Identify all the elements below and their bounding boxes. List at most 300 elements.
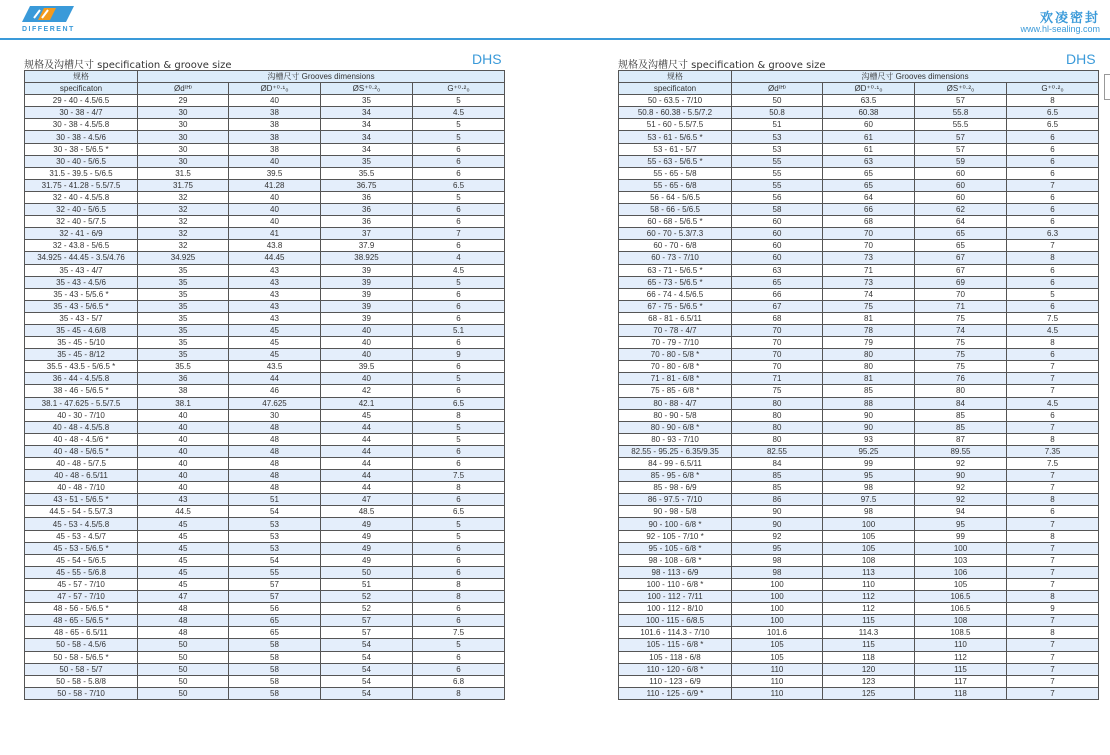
spec-cell: 80 - 88 - 4/7 <box>619 397 732 409</box>
spec-cell: 40 - 48 - 4.5/6 * <box>25 433 138 445</box>
spec-cell: 75 - 85 - 6/8 * <box>619 385 732 397</box>
S-cell: 36 <box>321 204 413 216</box>
d-cell: 60 <box>732 240 823 252</box>
G-cell: 7 <box>1007 554 1099 566</box>
S-cell: 115 <box>915 663 1007 675</box>
D-cell: 95 <box>823 470 915 482</box>
D-cell: 45 <box>229 324 321 336</box>
G-cell: 6 <box>413 143 505 155</box>
G-cell: 6 <box>1007 191 1099 203</box>
table-row <box>619 373 1099 385</box>
S-cell: 74 <box>915 324 1007 336</box>
D-cell: 65 <box>229 627 321 639</box>
spec-cell: 50 - 63.5 - 7/10 <box>619 95 732 107</box>
D-cell: 98 <box>823 482 915 494</box>
spec-cell: 71 - 81 - 6/8 * <box>619 373 732 385</box>
D-cell: 55 <box>229 566 321 578</box>
table-row <box>25 433 505 445</box>
G-cell: 6 <box>413 361 505 373</box>
table-row <box>25 204 505 216</box>
D-cell: 100 <box>823 518 915 530</box>
G-cell: 6 <box>413 554 505 566</box>
G-cell: 6.5 <box>413 506 505 518</box>
S-cell: 42.1 <box>321 397 413 409</box>
d-cell: 85 <box>732 470 823 482</box>
S-cell: 35 <box>321 95 413 107</box>
d-cell: 84 <box>732 458 823 470</box>
table-row <box>25 361 505 373</box>
spec-cell: 45 - 53 - 4.5/7 <box>25 530 138 542</box>
spec-cell: 55 - 65 - 6/8 <box>619 179 732 191</box>
table-row <box>25 663 505 675</box>
S-cell: 34 <box>321 119 413 131</box>
d-cell: 32 <box>138 228 229 240</box>
S-cell: 44 <box>321 470 413 482</box>
G-cell: 9 <box>1007 603 1099 615</box>
col-S-header: ØS⁺⁰·²₀ <box>321 83 413 95</box>
spec-cell: 100 - 112 - 8/10 <box>619 603 732 615</box>
G-cell: 7 <box>1007 615 1099 627</box>
spec-cell: 48 - 65 - 5/6.5 * <box>25 615 138 627</box>
S-cell: 76 <box>915 373 1007 385</box>
G-cell: 6 <box>413 204 505 216</box>
table-row <box>619 675 1099 687</box>
spec-cell: 60 - 70 - 5.3/7.3 <box>619 228 732 240</box>
D-cell: 39.5 <box>229 167 321 179</box>
table-row <box>619 131 1099 143</box>
S-cell: 60 <box>915 179 1007 191</box>
S-cell: 85 <box>915 421 1007 433</box>
table-row <box>25 494 505 506</box>
G-cell: 7 <box>1007 361 1099 373</box>
S-cell: 54 <box>321 675 413 687</box>
d-cell: 55 <box>732 179 823 191</box>
D-cell: 57 <box>229 591 321 603</box>
D-cell: 125 <box>823 687 915 699</box>
S-cell: 52 <box>321 603 413 615</box>
table-row <box>619 349 1099 361</box>
D-cell: 48 <box>229 482 321 494</box>
d-cell: 60 <box>732 228 823 240</box>
D-cell: 53 <box>229 518 321 530</box>
G-cell: 8 <box>1007 252 1099 264</box>
d-cell: 110 <box>732 687 823 699</box>
left-section-title: 规格及沟槽尺寸 specification & groove size <box>24 60 232 71</box>
table-row <box>25 603 505 615</box>
spec-cell: 60 - 73 - 7/10 <box>619 252 732 264</box>
G-cell: 8 <box>1007 530 1099 542</box>
D-cell: 54 <box>229 554 321 566</box>
S-cell: 71 <box>915 300 1007 312</box>
spec-cell: 43 - 51 - 5/6.5 * <box>25 494 138 506</box>
D-cell: 44.45 <box>229 252 321 264</box>
G-cell: 7 <box>1007 639 1099 651</box>
D-cell: 45 <box>229 337 321 349</box>
S-cell: 106 <box>915 566 1007 578</box>
spec-header-en: specificaton <box>619 83 732 95</box>
G-cell: 7 <box>413 228 505 240</box>
D-cell: 30 <box>229 409 321 421</box>
d-cell: 98 <box>732 554 823 566</box>
d-cell: 40 <box>138 470 229 482</box>
spec-cell: 50 - 58 - 7/10 <box>25 687 138 699</box>
d-cell: 50 <box>138 651 229 663</box>
spec-cell: 85 - 98 - 6/9 <box>619 482 732 494</box>
D-cell: 70 <box>823 240 915 252</box>
d-cell: 60 <box>732 216 823 228</box>
col-S-header: ØS⁺⁰·²₀ <box>915 83 1007 95</box>
G-cell: 5 <box>413 119 505 131</box>
table-row <box>25 191 505 203</box>
G-cell: 6 <box>413 155 505 167</box>
S-cell: 65 <box>915 240 1007 252</box>
D-cell: 40 <box>229 191 321 203</box>
d-cell: 63 <box>732 264 823 276</box>
d-cell: 48 <box>138 615 229 627</box>
G-cell: 8 <box>1007 95 1099 107</box>
S-cell: 57 <box>915 95 1007 107</box>
S-cell: 108 <box>915 615 1007 627</box>
table-row <box>619 494 1099 506</box>
spec-cell: 40 - 48 - 6.5/11 <box>25 470 138 482</box>
S-cell: 110 <box>915 639 1007 651</box>
D-cell: 53 <box>229 542 321 554</box>
spec-cell: 95 - 105 - 6/8 * <box>619 542 732 554</box>
S-cell: 92 <box>915 458 1007 470</box>
G-cell: 7 <box>1007 578 1099 590</box>
d-cell: 56 <box>732 191 823 203</box>
D-cell: 66 <box>823 204 915 216</box>
G-cell: 6 <box>413 288 505 300</box>
S-cell: 36 <box>321 191 413 203</box>
G-cell: 7 <box>1007 179 1099 191</box>
S-cell: 105 <box>915 578 1007 590</box>
S-cell: 48.5 <box>321 506 413 518</box>
G-cell: 7 <box>1007 421 1099 433</box>
table-row <box>619 288 1099 300</box>
d-cell: 55 <box>732 155 823 167</box>
D-cell: 90 <box>823 421 915 433</box>
D-cell: 97.5 <box>823 494 915 506</box>
spec-cell: 35 - 45 - 8/12 <box>25 349 138 361</box>
table-row <box>619 252 1099 264</box>
S-cell: 40 <box>321 349 413 361</box>
d-cell: 92 <box>732 530 823 542</box>
G-cell: 5 <box>413 421 505 433</box>
G-cell: 7 <box>1007 651 1099 663</box>
S-cell: 54 <box>321 639 413 651</box>
G-cell: 6 <box>413 663 505 675</box>
G-cell: 5 <box>413 639 505 651</box>
S-cell: 106.5 <box>915 603 1007 615</box>
d-cell: 50 <box>138 675 229 687</box>
table-row <box>619 167 1099 179</box>
S-cell: 40 <box>321 373 413 385</box>
table-row <box>619 216 1099 228</box>
table-row <box>25 687 505 699</box>
D-cell: 61 <box>823 131 915 143</box>
S-cell: 44 <box>321 482 413 494</box>
G-cell: 7 <box>1007 675 1099 687</box>
table-row <box>25 373 505 385</box>
G-cell: 6 <box>1007 143 1099 155</box>
S-cell: 85 <box>915 409 1007 421</box>
D-cell: 38 <box>229 131 321 143</box>
spec-cell: 101.6 - 114.3 - 7/10 <box>619 627 732 639</box>
G-cell: 8 <box>413 687 505 699</box>
S-cell: 64 <box>915 216 1007 228</box>
S-cell: 34 <box>321 107 413 119</box>
S-cell: 44 <box>321 433 413 445</box>
spec-cell: 70 - 78 - 4/7 <box>619 324 732 336</box>
S-cell: 106.5 <box>915 591 1007 603</box>
d-cell: 53 <box>732 131 823 143</box>
D-cell: 80 <box>823 361 915 373</box>
d-cell: 35 <box>138 264 229 276</box>
d-cell: 35 <box>138 337 229 349</box>
spec-cell: 105 - 118 - 6/8 <box>619 651 732 663</box>
table-row <box>619 627 1099 639</box>
D-cell: 80 <box>823 349 915 361</box>
G-cell: 6 <box>413 603 505 615</box>
G-cell: 6 <box>413 445 505 457</box>
D-cell: 120 <box>823 663 915 675</box>
table-row <box>619 240 1099 252</box>
table-row <box>25 167 505 179</box>
spec-cell: 40 - 48 - 7/10 <box>25 482 138 494</box>
table-row <box>25 542 505 554</box>
table-row <box>619 542 1099 554</box>
table-row <box>25 554 505 566</box>
d-cell: 31.5 <box>138 167 229 179</box>
table-row <box>25 131 505 143</box>
d-cell: 45 <box>138 530 229 542</box>
G-cell: 6 <box>413 300 505 312</box>
G-cell: 5 <box>413 95 505 107</box>
spec-cell: 85 - 95 - 6/8 * <box>619 470 732 482</box>
d-cell: 70 <box>732 337 823 349</box>
table-row <box>25 119 505 131</box>
S-cell: 89.55 <box>915 445 1007 457</box>
table-row <box>25 216 505 228</box>
d-cell: 100 <box>732 615 823 627</box>
col-G-header: G⁺⁰·²₀ <box>413 83 505 95</box>
d-cell: 30 <box>138 119 229 131</box>
D-cell: 40 <box>229 204 321 216</box>
G-cell: 4.5 <box>413 107 505 119</box>
G-cell: 6.3 <box>1007 228 1099 240</box>
table-row <box>25 518 505 530</box>
D-cell: 65 <box>229 615 321 627</box>
D-cell: 48 <box>229 445 321 457</box>
S-cell: 92 <box>915 482 1007 494</box>
spec-cell: 31.75 - 41.28 - 5.5/7.5 <box>25 179 138 191</box>
D-cell: 90 <box>823 409 915 421</box>
D-cell: 93 <box>823 433 915 445</box>
D-cell: 43 <box>229 288 321 300</box>
d-cell: 32 <box>138 240 229 252</box>
col-d-header: Ød⁽ᴴ⁾ <box>732 83 823 95</box>
S-cell: 118 <box>915 687 1007 699</box>
G-cell: 5 <box>413 518 505 530</box>
table-row <box>619 615 1099 627</box>
spec-cell: 32 - 40 - 5/7.5 <box>25 216 138 228</box>
d-cell: 45 <box>138 578 229 590</box>
d-cell: 70 <box>732 361 823 373</box>
table-row <box>619 530 1099 542</box>
G-cell: 6 <box>1007 204 1099 216</box>
G-cell: 6 <box>1007 349 1099 361</box>
spec-cell: 50 - 58 - 5.8/8 <box>25 675 138 687</box>
G-cell: 5 <box>413 191 505 203</box>
G-cell: 6 <box>1007 300 1099 312</box>
d-cell: 90 <box>732 518 823 530</box>
G-cell: 6 <box>413 651 505 663</box>
table-row <box>25 591 505 603</box>
table-row <box>25 409 505 421</box>
table-row <box>619 385 1099 397</box>
d-cell: 100 <box>732 603 823 615</box>
spec-cell: 100 - 110 - 6/8 * <box>619 578 732 590</box>
D-cell: 60.38 <box>823 107 915 119</box>
spec-cell: 68 - 81 - 6.5/11 <box>619 312 732 324</box>
D-cell: 108 <box>823 554 915 566</box>
D-cell: 115 <box>823 615 915 627</box>
S-cell: 75 <box>915 349 1007 361</box>
D-cell: 41.28 <box>229 179 321 191</box>
D-cell: 58 <box>229 639 321 651</box>
D-cell: 41 <box>229 228 321 240</box>
d-cell: 110 <box>732 663 823 675</box>
table-row <box>619 155 1099 167</box>
S-cell: 50 <box>321 566 413 578</box>
d-cell: 32 <box>138 191 229 203</box>
G-cell: 8 <box>413 482 505 494</box>
d-cell: 70 <box>732 349 823 361</box>
G-cell: 6 <box>413 240 505 252</box>
G-cell: 6 <box>413 216 505 228</box>
S-cell: 60 <box>915 191 1007 203</box>
d-cell: 40 <box>138 445 229 457</box>
spec-cell: 29 - 40 - 4.5/6.5 <box>25 95 138 107</box>
spec-cell: 80 - 90 - 5/8 <box>619 409 732 421</box>
d-cell: 35.5 <box>138 361 229 373</box>
spec-cell: 36 - 44 - 4.5/5.8 <box>25 373 138 385</box>
G-cell: 5 <box>413 131 505 143</box>
D-cell: 58 <box>229 651 321 663</box>
spec-cell: 100 - 112 - 7/11 <box>619 591 732 603</box>
spec-cell: 98 - 113 - 6/9 <box>619 566 732 578</box>
G-cell: 7 <box>1007 385 1099 397</box>
G-cell: 6 <box>413 167 505 179</box>
table-row <box>619 143 1099 155</box>
S-cell: 108.5 <box>915 627 1007 639</box>
table-row <box>25 143 505 155</box>
S-cell: 49 <box>321 530 413 542</box>
table-row <box>25 107 505 119</box>
d-cell: 100 <box>732 578 823 590</box>
d-cell: 45 <box>138 554 229 566</box>
table-row <box>619 337 1099 349</box>
D-cell: 123 <box>823 675 915 687</box>
table-row <box>619 603 1099 615</box>
d-cell: 50 <box>138 663 229 675</box>
left-spec-table <box>24 70 505 700</box>
table-row <box>619 663 1099 675</box>
table-row <box>619 482 1099 494</box>
d-cell: 50 <box>732 95 823 107</box>
G-cell: 8 <box>413 409 505 421</box>
spec-cell: 60 - 70 - 6/8 <box>619 240 732 252</box>
d-cell: 40 <box>138 433 229 445</box>
S-cell: 39 <box>321 264 413 276</box>
header-divider <box>0 38 1110 40</box>
d-cell: 51 <box>732 119 823 131</box>
table-row <box>25 312 505 324</box>
G-cell: 5 <box>1007 288 1099 300</box>
D-cell: 71 <box>823 264 915 276</box>
d-cell: 30 <box>138 107 229 119</box>
table-row <box>619 409 1099 421</box>
d-cell: 85 <box>732 482 823 494</box>
D-cell: 81 <box>823 373 915 385</box>
d-cell: 40 <box>138 458 229 470</box>
D-cell: 40 <box>229 95 321 107</box>
d-cell: 65 <box>732 276 823 288</box>
D-cell: 75 <box>823 300 915 312</box>
d-cell: 101.6 <box>732 627 823 639</box>
D-cell: 95.25 <box>823 445 915 457</box>
spec-cell: 38 - 46 - 5/6.5 * <box>25 385 138 397</box>
S-cell: 44 <box>321 458 413 470</box>
D-cell: 40 <box>229 216 321 228</box>
D-cell: 79 <box>823 337 915 349</box>
D-cell: 45 <box>229 349 321 361</box>
spec-cell: 35 - 43 - 5/5.6 * <box>25 288 138 300</box>
spec-cell: 45 - 55 - 5/6.8 <box>25 566 138 578</box>
S-cell: 57 <box>321 627 413 639</box>
spec-cell: 34.925 - 44.45 - 3.5/4.76 <box>25 252 138 264</box>
d-cell: 71 <box>732 373 823 385</box>
G-cell: 7 <box>1007 470 1099 482</box>
d-cell: 29 <box>138 95 229 107</box>
table-row <box>25 252 505 264</box>
D-cell: 38 <box>229 107 321 119</box>
S-cell: 39.5 <box>321 361 413 373</box>
table-row <box>619 578 1099 590</box>
D-cell: 115 <box>823 639 915 651</box>
d-cell: 45 <box>138 542 229 554</box>
G-cell: 9 <box>413 349 505 361</box>
G-cell: 7.35 <box>1007 445 1099 457</box>
table-row <box>25 276 505 288</box>
D-cell: 63 <box>823 155 915 167</box>
spec-cell: 70 - 80 - 5/8 * <box>619 349 732 361</box>
table-row <box>619 276 1099 288</box>
d-cell: 50 <box>138 687 229 699</box>
table-row <box>619 506 1099 518</box>
S-cell: 39 <box>321 276 413 288</box>
G-cell: 6 <box>1007 167 1099 179</box>
d-cell: 55 <box>732 167 823 179</box>
D-cell: 61 <box>823 143 915 155</box>
spec-cell: 44.5 - 54 - 5.5/7.3 <box>25 506 138 518</box>
d-cell: 30 <box>138 143 229 155</box>
G-cell: 8 <box>413 578 505 590</box>
table-row <box>25 228 505 240</box>
company-name-cn: 欢凌密封 <box>1039 11 1100 26</box>
spec-cell: 55 - 65 - 5/8 <box>619 167 732 179</box>
